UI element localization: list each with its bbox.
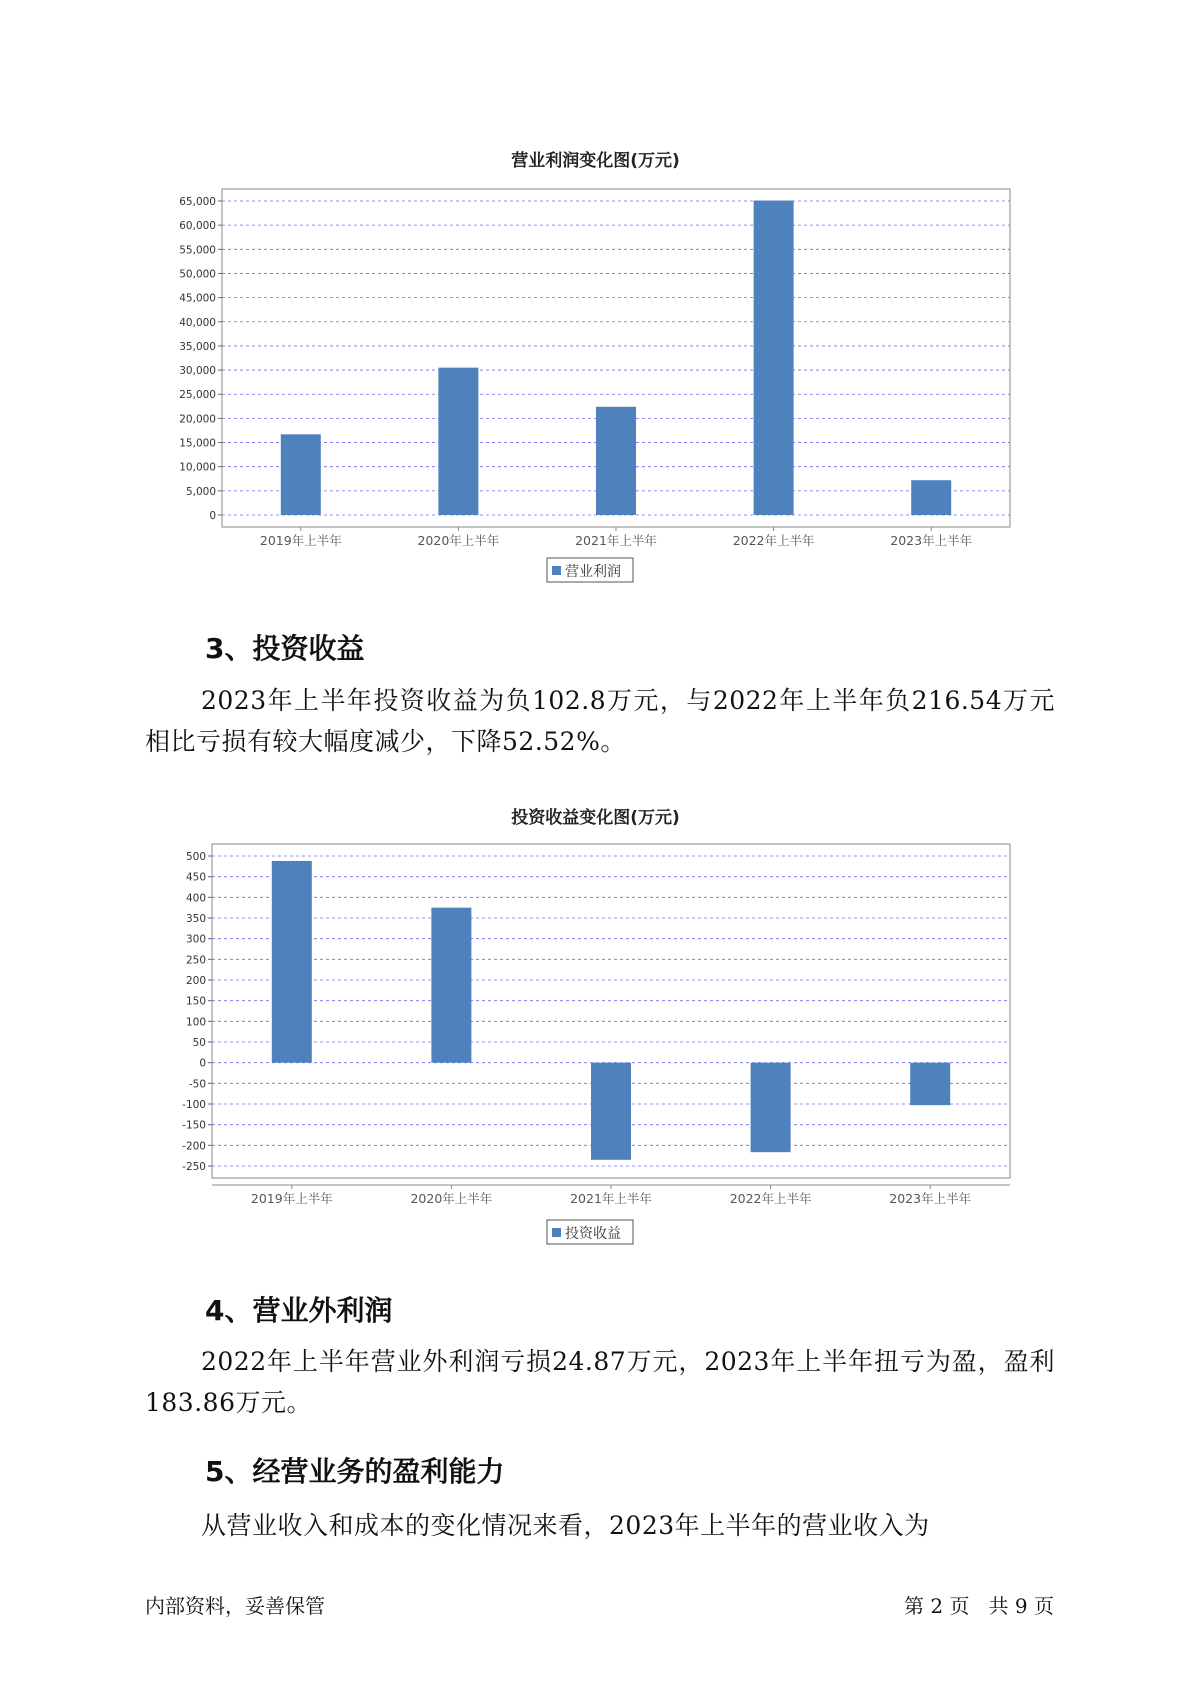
y-tick-label: 15,000	[179, 437, 216, 450]
y-tick-label: 50	[192, 1037, 206, 1049]
section-paragraph-profitability: 从营业收入和成本的变化情况来看，2023年上半年的营业收入为	[201, 1511, 930, 1540]
x-tick-label: 2021年上半年	[575, 533, 657, 548]
y-tick-label: 150	[185, 995, 206, 1008]
footer-confidential-note: 内部资料，妥善保管	[145, 1594, 325, 1618]
y-tick-label: 50,000	[179, 268, 216, 281]
x-tick-label: 2023年上半年	[890, 533, 973, 548]
section-heading-investment-income: 3、投资收益	[205, 632, 365, 665]
section-paragraph-investment-income: 2023年上半年投资收益为负102.8万元，与2022年上半年负216.54万元相比亏损有较大幅度减少，下降52.52%。	[145, 686, 1055, 756]
chart1-title: 营业利润变化图(万元)	[511, 151, 680, 171]
section-heading-non-operating-profit: 4、营业外利润	[205, 1294, 393, 1327]
y-tick-label: 10,000	[179, 461, 216, 474]
y-tick-label: 200	[185, 975, 206, 987]
y-tick-label: 35,000	[179, 340, 216, 353]
y-tick-label: 300	[185, 933, 206, 946]
y-tick-label: -200	[182, 1140, 206, 1153]
bar	[910, 1063, 950, 1105]
section-paragraph-non-operating-profit: 2022年上半年营业外利润亏损24.87万元，2023年上半年扭亏为盈，盈利183.86万元。	[145, 1347, 1055, 1417]
bar	[431, 908, 471, 1063]
y-tick-label: 450	[185, 871, 206, 884]
x-tick-label: 2021年上半年	[570, 1191, 652, 1206]
legend-label: 投资收益	[565, 1226, 621, 1242]
x-tick-label: 2022年上半年	[732, 533, 815, 548]
x-tick-label: 2023年上半年	[889, 1191, 972, 1206]
y-tick-label: 40,000	[179, 316, 216, 329]
y-tick-label: 45,000	[179, 292, 216, 305]
legend-label: 营业利润	[565, 564, 621, 580]
bar	[272, 861, 312, 1063]
x-tick-label: 2020年上半年	[417, 533, 500, 548]
y-tick-label: 60,000	[179, 220, 216, 233]
y-tick-label: 350	[185, 913, 206, 925]
y-tick-label: 400	[185, 892, 206, 905]
y-tick-label: 250	[185, 954, 206, 967]
y-tick-label: 65,000	[179, 196, 216, 208]
y-tick-label: 20,000	[179, 413, 216, 426]
bar	[751, 1063, 791, 1153]
y-tick-label: 55,000	[179, 244, 216, 257]
legend	[547, 1220, 633, 1244]
y-tick-label: 0	[199, 1057, 206, 1070]
chart2-title: 投资收益变化图(万元)	[511, 808, 680, 828]
y-tick-label: -250	[182, 1161, 206, 1173]
x-tick-label: 2020年上半年	[410, 1191, 493, 1206]
x-tick-label: 2019年上半年	[250, 1191, 333, 1206]
bar	[591, 1063, 631, 1160]
y-tick-label: -50	[188, 1078, 206, 1091]
y-tick-label: 25,000	[179, 389, 216, 402]
legend-swatch	[552, 1228, 561, 1237]
x-tick-label: 2022年上半年	[729, 1191, 812, 1206]
y-tick-label: 0	[209, 510, 216, 522]
y-tick-label: 30,000	[179, 365, 216, 378]
y-tick-label: -100	[182, 1099, 206, 1111]
y-tick-label: 100	[185, 1016, 206, 1029]
y-tick-label: 500	[185, 851, 206, 863]
section-heading-profitability: 5、经营业务的盈利能力	[205, 1455, 505, 1488]
x-tick-label: 2019年上半年	[259, 533, 342, 548]
y-tick-label: -150	[182, 1119, 206, 1132]
y-tick-label: 5,000	[185, 485, 216, 498]
footer-page-number: 第 2 页 共 9 页	[904, 1594, 1054, 1618]
